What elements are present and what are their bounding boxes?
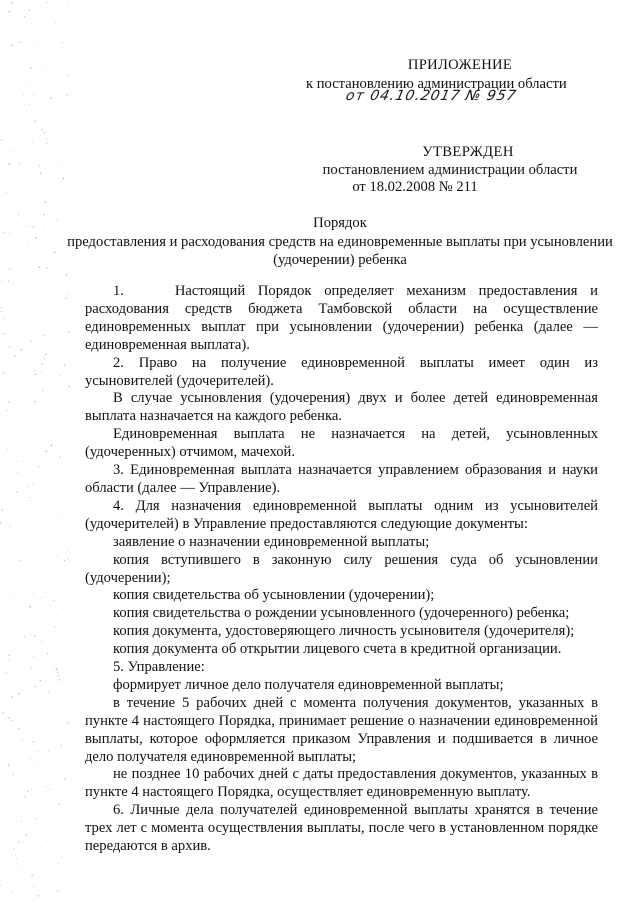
- appendix-subtitle: к постановлению администрации области: [306, 76, 567, 92]
- paragraph-6: 6. Личные дела получателей единовременной выплаты хранятся в течение трех лет с момента осуществления выплаты, после чего в установленном порядке передаются в архив.: [85, 802, 598, 855]
- document-list-item: копия документа, удостоверяющего личность усыновителя (удочерителя);: [113, 623, 575, 640]
- appendix-title: ПРИЛОЖЕНИЕ: [407, 57, 513, 73]
- document-list-item: копия вступившего в законную силу решения суда об усыновлении (удочерении);: [85, 551, 598, 586]
- paragraph-2: 2. Право на получение единовременной выплаты имеет один из усыновителей (удочерителей).: [85, 354, 598, 389]
- approved-title: УТВЕРЖДЕН: [422, 144, 514, 160]
- handwritten-date-number: от 04.10.2017 № 957: [344, 88, 519, 104]
- paragraph-5-item: не позднее 10 рабочих дней с даты предоставления документов, указанных в пункте 4 настоящего Порядка, осуществляет единовременную выплату.: [85, 766, 598, 801]
- document-subtitle: предоставления и расходования средств на единовременные выплаты при усыновлении (удочерении) ребенка: [67, 234, 613, 268]
- document-list-item: заявление о назначении единовременной выплаты;: [113, 533, 430, 550]
- document-list-item: копия свидетельства об усыновлении (удочерении);: [113, 587, 435, 604]
- scan-speckle-noise: [0, 0, 80, 905]
- approved-date-line: от 18.02.2008 № 211: [352, 179, 478, 195]
- document-title: Порядок: [313, 215, 367, 231]
- approved-by-line: постановлением администрации области: [322, 162, 578, 178]
- paragraph-2-multiple-children: В случае усыновления (удочерения) двух и более детей единовременная выплата назначается на каждого ребенка.: [85, 390, 598, 425]
- paragraph-5-item: формирует личное дело получателя единовременной выплаты;: [113, 676, 504, 693]
- paragraph-2-exclusion: Единовременная выплата не назначается на детей, усыновленных (удочеренных) отчимом, мачехой.: [85, 426, 598, 461]
- paragraph-5-item: в течение 5 рабочих дней с момента получения документов, указанных в пункте 4 настоящего Порядка, принимает решение о назначении единовременной выплаты, которое оформляется приказом Управления и подшивается в личное дело получателя единовременной выплаты;: [85, 694, 598, 765]
- document-list-item: копия документа об открытии лицевого счета в кредитной организации.: [113, 641, 562, 658]
- paragraph-1: 1. Настоящий Порядок определяет механизм предоставления и расходования средств бюджета Тамбовской области на осуществление единовременных выплат при усыновлении (удочерении) ребенка (далее — единовременная выплата).: [85, 283, 598, 353]
- document-body: [85, 283, 598, 856]
- paragraph-3: 3. Единовременная выплата назначается управлением образования и науки области (далее — Управление).: [85, 462, 598, 496]
- document-list-item: копия свидетельства о рождении усыновленного (удочеренного) ребенка;: [113, 605, 570, 622]
- paragraph-5: 5. Управление:: [113, 659, 205, 676]
- paragraph-4: 4. Для назначения единовременной выплаты одним из усыновителей (удочерителей) в Управление предоставляются следующие документы:: [85, 497, 598, 532]
